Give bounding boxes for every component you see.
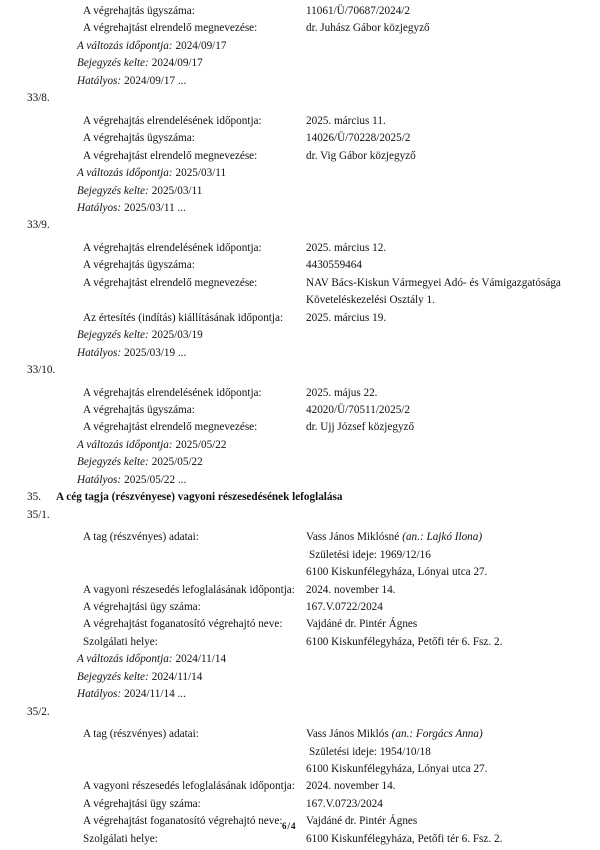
field-value: 4430559464 (306, 259, 362, 272)
meta-value: 2024/09/17 (151, 57, 203, 70)
field-value: 167.V.0722/2024 (306, 600, 383, 613)
effective-date-line (0, 73, 600, 90)
page-number: 6/4 (282, 821, 297, 831)
entry-date-line (0, 327, 600, 344)
field-label: A végrehajtást elrendelő megnevezése: (83, 421, 258, 434)
field-value: 2024. november 14. (306, 780, 396, 793)
member-mother-name: (an.: Forgács Anna) (391, 728, 483, 741)
field-label: A végrehajtás ügyszáma: (83, 132, 195, 145)
entry-date-line (0, 183, 600, 200)
change-date-line (0, 38, 600, 55)
field-label: A végrehajtást foganatosító végrehajtó neve: (83, 618, 283, 631)
member-name-line (306, 726, 594, 743)
field-label: A tag (részvényes) adatai: (83, 728, 199, 741)
meta-value: 2025/05/22 (151, 456, 203, 469)
effective-date-line (0, 472, 600, 489)
field-value: dr. Vig Gábor közjegyző (306, 149, 416, 162)
execution-block-33-7 (0, 3, 600, 90)
field-row (0, 3, 600, 20)
member-birth-date: Születési ideje: 1969/12/16 (309, 548, 431, 561)
meta-label: Hatályos: (77, 473, 122, 486)
field-row (0, 599, 600, 616)
meta-value: 2025/03/11 (175, 167, 227, 180)
field-label: A végrehajtás elrendelésének időpontja: (83, 114, 262, 127)
field-value: 2025. március 19. (306, 311, 387, 324)
meta-label: Hatályos: (77, 74, 122, 87)
meta-value: 2025/05/22 ... (124, 473, 187, 486)
member-address: 6100 Kiskunfélegyháza, Lónyai utca 27. (306, 763, 488, 776)
field-row (0, 796, 600, 813)
member-birth-date: Születési ideje: 1954/10/18 (309, 745, 431, 758)
meta-label: A változás időpontja: (77, 438, 173, 451)
field-row (0, 130, 600, 147)
meta-value: 2024/09/17 ... (124, 74, 187, 87)
meta-label: Hatályos: (77, 201, 122, 214)
field-row (0, 385, 600, 402)
field-value: Vajdáné dr. Pintér Ágnes (306, 815, 418, 828)
change-date-line (0, 651, 600, 668)
meta-label: Hatályos: (77, 688, 122, 701)
meta-value: 2025/03/11 (151, 184, 203, 197)
meta-value: 2024/11/14 ... (124, 688, 186, 701)
member-seizure-block-35-1 (0, 529, 600, 704)
field-label: A végrehajtás ügyszáma: (83, 259, 195, 272)
field-row (0, 310, 600, 327)
field-label: A végrehajtási ügy száma: (83, 600, 201, 613)
member-data-row (0, 529, 600, 581)
meta-label: Hatályos: (77, 346, 122, 359)
member-name: Vass János Miklósné (306, 531, 400, 544)
member-seizure-block-35-2 (0, 726, 600, 848)
meta-label: Bejegyzés kelte: (77, 184, 149, 197)
effective-date-line (0, 686, 600, 703)
field-value: 6100 Kiskunfélegyháza, Petőfi tér 6. Fsz. 2. (306, 832, 503, 845)
field-row (0, 616, 600, 633)
field-label: A végrehajtás elrendelésének időpontja: (83, 241, 262, 254)
field-label: Szolgálati helye: (83, 635, 158, 648)
field-value: 14026/Ü/70228/2025/2 (306, 132, 411, 145)
entry-date-line (0, 669, 600, 686)
field-label: A végrehajtás ügyszáma: (83, 5, 195, 17)
member-details (306, 529, 594, 581)
field-value: 11061/Ü/70687/2024/2 (306, 5, 411, 17)
member-mother-name: (an.: Lajkó Ilona) (402, 531, 483, 544)
effective-date-line (0, 345, 600, 362)
execution-block-33-9 (0, 240, 600, 362)
meta-label: A változás időpontja: (77, 39, 173, 52)
execution-block-33-10 (0, 385, 600, 490)
field-label: A vagyoni részesedés lefoglalásának időpontja: (83, 780, 295, 793)
field-row (0, 240, 600, 257)
member-name-line (306, 529, 594, 546)
meta-label: Bejegyzés kelte: (77, 329, 149, 342)
field-value: 2025. március 11. (306, 114, 386, 127)
meta-label: A változás időpontja: (77, 167, 173, 180)
field-row (0, 634, 600, 651)
meta-value: 2024/11/14 (175, 653, 227, 666)
section-title: A cég tagja (részvényese) vagyoni részesedésének lefoglalása (56, 491, 343, 504)
field-value: 42020/Ü/70511/2025/2 (306, 403, 411, 416)
section-heading-35 (0, 489, 600, 506)
field-row (0, 20, 600, 37)
meta-value: 2024/11/14 (151, 670, 203, 683)
execution-block-33-8 (0, 113, 600, 218)
field-row (0, 419, 600, 436)
change-date-line (0, 165, 600, 182)
member-data-row (0, 726, 600, 778)
field-row (0, 778, 600, 795)
subsection-number-33-9: 33/9. (27, 219, 50, 232)
field-value: 2024. november 14. (306, 583, 396, 596)
field-label: A végrehajtási ügy száma: (83, 797, 201, 810)
field-label: A végrehajtást elrendelő megnevezése: (83, 276, 258, 289)
field-label: A tag (részvényes) adatai: (83, 531, 199, 544)
meta-value: 2025/03/11 ... (124, 201, 186, 214)
field-label: A végrehajtást elrendelő megnevezése: (83, 22, 258, 35)
field-label: A végrehajtást foganatosító végrehajtó neve: (83, 815, 283, 828)
field-label: A vagyoni részesedés lefoglalásának időpontja: (83, 583, 295, 596)
meta-value: 2025/05/22 (175, 438, 227, 451)
meta-label: Bejegyzés kelte: (77, 456, 149, 469)
field-label: Szolgálati helye: (83, 832, 158, 845)
field-row (0, 582, 600, 599)
field-value: Vajdáné dr. Pintér Ágnes (306, 618, 418, 631)
field-label: A végrehajtás ügyszáma: (83, 403, 195, 416)
meta-value: 2025/03/19 (151, 329, 203, 342)
field-value: dr. Ujj József közjegyző (306, 421, 415, 434)
field-row (0, 831, 600, 848)
field-value: dr. Juhász Gábor közjegyző (306, 22, 430, 35)
field-label: Az értesítés (indítás) kiállításának időpontja: (83, 311, 284, 324)
field-row (0, 813, 600, 830)
effective-date-line (0, 200, 600, 217)
meta-label: A változás időpontja: (77, 653, 173, 666)
subsection-number-33-8: 33/8. (27, 92, 50, 105)
member-details (306, 726, 594, 778)
field-value: 6100 Kiskunfélegyháza, Petőfi tér 6. Fsz. 2. (306, 635, 503, 648)
member-address: 6100 Kiskunfélegyháza, Lónyai utca 27. (306, 566, 488, 579)
section-number: 35. (27, 491, 41, 504)
field-value: 2025. május 22. (306, 386, 378, 399)
change-date-line (0, 437, 600, 454)
field-value: NAV Bács-Kiskun Vármegyei Adó- és Vámigazgatósága Követeléskezelési Osztály 1. (306, 276, 561, 307)
member-name: Vass János Miklós (306, 728, 389, 741)
subsection-number-35-2: 35/2. (27, 705, 50, 718)
subsection-number-33-10: 33/10. (27, 364, 56, 377)
field-value: 2025. március 12. (306, 241, 387, 254)
meta-value: 2024/09/17 (175, 39, 227, 52)
field-row (0, 257, 600, 274)
meta-value: 2025/03/19 ... (124, 346, 187, 359)
subsection-number-35-1: 35/1. (27, 508, 50, 521)
field-row (0, 113, 600, 130)
entry-date-line (0, 454, 600, 471)
meta-label: Bejegyzés kelte: (77, 57, 149, 70)
field-row (0, 275, 600, 310)
field-label: A végrehajtást elrendelő megnevezése: (83, 149, 258, 162)
meta-label: Bejegyzés kelte: (77, 670, 149, 683)
field-value: 167.V.0723/2024 (306, 797, 383, 810)
entry-date-line (0, 55, 600, 72)
field-label: A végrehajtás elrendelésének időpontja: (83, 386, 262, 399)
field-row (0, 148, 600, 165)
field-row (0, 402, 600, 419)
